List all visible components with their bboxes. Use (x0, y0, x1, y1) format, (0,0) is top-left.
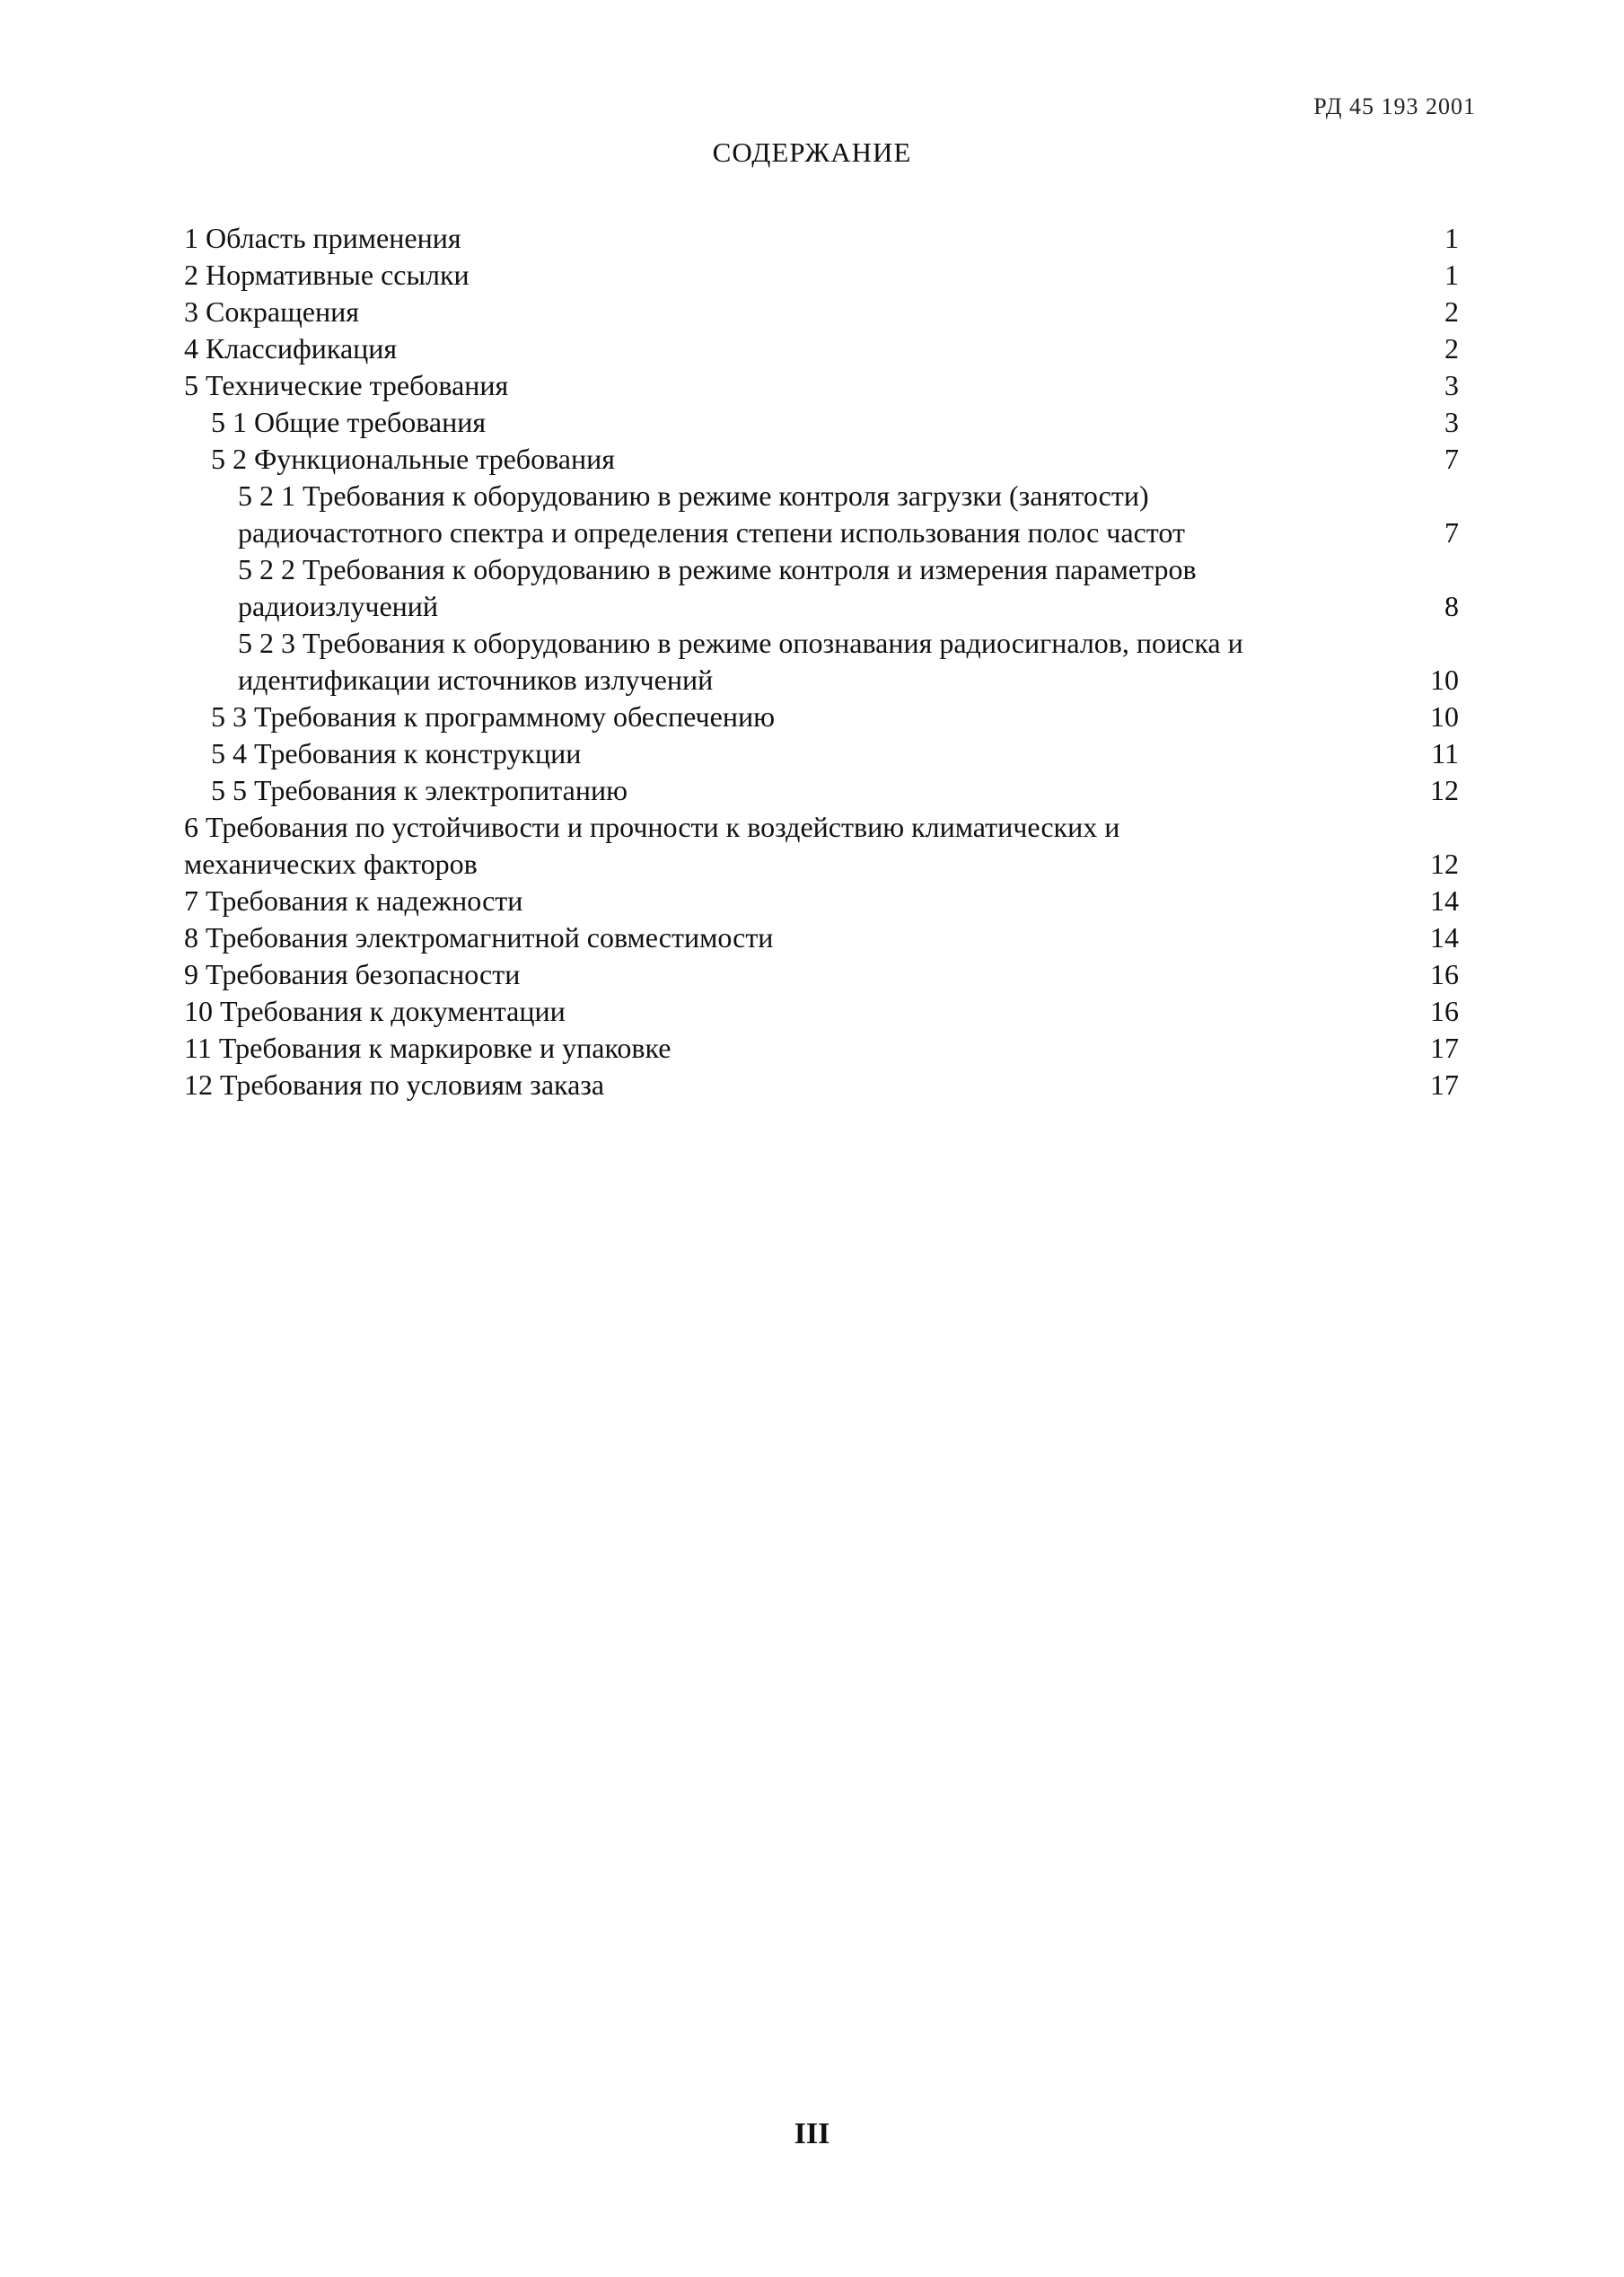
page-title: СОДЕРЖАНИЕ (712, 136, 912, 168)
toc-entry-page: 16 (1430, 958, 1459, 990)
toc-entry-title: 4 Классификация (184, 332, 398, 365)
toc-entry-page: 2 (1444, 295, 1459, 328)
toc-entry-page: 3 (1444, 406, 1459, 438)
table-of-contents (184, 220, 1459, 1103)
toc-entry-page: 1 (1444, 259, 1459, 291)
toc-entry-title: 8 Требования электромагнитной совместимости (184, 921, 774, 954)
toc-entry-page: 1 (1444, 222, 1459, 254)
toc-subentry (184, 772, 1459, 809)
toc-entry-title: 11 Требования к маркировке и упаковке (184, 1032, 672, 1064)
toc-entry-title: 5 2 2 Требования к оборудованию в режиме контроля и измерения параметров радиоизлучений (238, 553, 1197, 622)
toc-entry-title: 5 Технические требования (184, 369, 509, 401)
toc-entry-title: 6 Требования по устойчивости и прочности к воздействию климатических и механических факторов (184, 811, 1120, 880)
toc-entry-page: 10 (1430, 664, 1459, 696)
toc-entry (184, 294, 1459, 330)
toc-entry (184, 1030, 1459, 1067)
toc-entry-title: 5 2 1 Требования к оборудованию в режиме контроля загрузки (занятости) радиочастотного спектра и определения степени использования полос частот (238, 479, 1185, 549)
toc-entry-page: 16 (1430, 995, 1459, 1027)
document-code: РД 45 193 2001 (1313, 93, 1476, 119)
toc-entry-page: 17 (1430, 1068, 1459, 1101)
toc-entry-page: 12 (1430, 774, 1459, 806)
toc-entry-title: 5 5 Требования к электропитанию (211, 774, 628, 806)
toc-entry-page: 10 (1430, 700, 1459, 733)
toc-entry-title: 1 Область применения (184, 222, 461, 254)
toc-entry-title: 9 Требования безопасности (184, 958, 521, 990)
toc-subsubentry (184, 625, 1459, 699)
toc-subsubentry (184, 551, 1459, 625)
toc-entry-page: 12 (1430, 848, 1459, 880)
toc-entry-title: 7 Требования к надежности (184, 884, 523, 917)
toc-entry (184, 1067, 1459, 1103)
toc-entry-title: 5 4 Требования к конструкции (211, 737, 582, 769)
toc-entry (184, 883, 1459, 919)
toc-subentry (184, 441, 1459, 478)
toc-entry-title: 5 2 3 Требования к оборудованию в режиме опознавания радиосигналов, поиска и идентификации источников излучений (238, 627, 1243, 696)
toc-subentry (184, 404, 1459, 441)
toc-entry-page: 17 (1430, 1032, 1459, 1064)
page-number: III (794, 2117, 830, 2150)
toc-entry-page: 8 (1444, 590, 1459, 622)
toc-entry-page: 14 (1430, 884, 1459, 917)
toc-entry-title: 5 1 Общие требования (211, 406, 487, 438)
toc-entry-page: 14 (1430, 921, 1459, 954)
toc-entry-title: 5 2 Функциональные требования (211, 443, 615, 475)
toc-subentry (184, 735, 1459, 772)
toc-entry-title: 5 3 Требования к программному обеспечению (211, 700, 775, 733)
toc-entry (184, 257, 1459, 294)
toc-subentry (184, 699, 1459, 735)
toc-entry (184, 330, 1459, 367)
toc-entry-page: 11 (1431, 737, 1459, 769)
toc-subsubentry (184, 478, 1459, 551)
toc-entry-title: 12 Требования по условиям заказа (184, 1068, 605, 1101)
toc-entry (184, 809, 1459, 883)
toc-entry (184, 367, 1459, 404)
toc-entry (184, 956, 1459, 993)
toc-entry (184, 220, 1459, 257)
toc-entry (184, 919, 1459, 956)
toc-entry (184, 993, 1459, 1030)
toc-entry-page: 7 (1444, 516, 1459, 549)
toc-entry-page: 3 (1444, 369, 1459, 401)
toc-entry-title: 3 Сокращения (184, 295, 359, 328)
toc-entry-title: 10 Требования к документации (184, 995, 566, 1027)
toc-entry-page: 2 (1444, 332, 1459, 365)
toc-entry-title: 2 Нормативные ссылки (184, 259, 470, 291)
toc-entry-page: 7 (1444, 443, 1459, 475)
